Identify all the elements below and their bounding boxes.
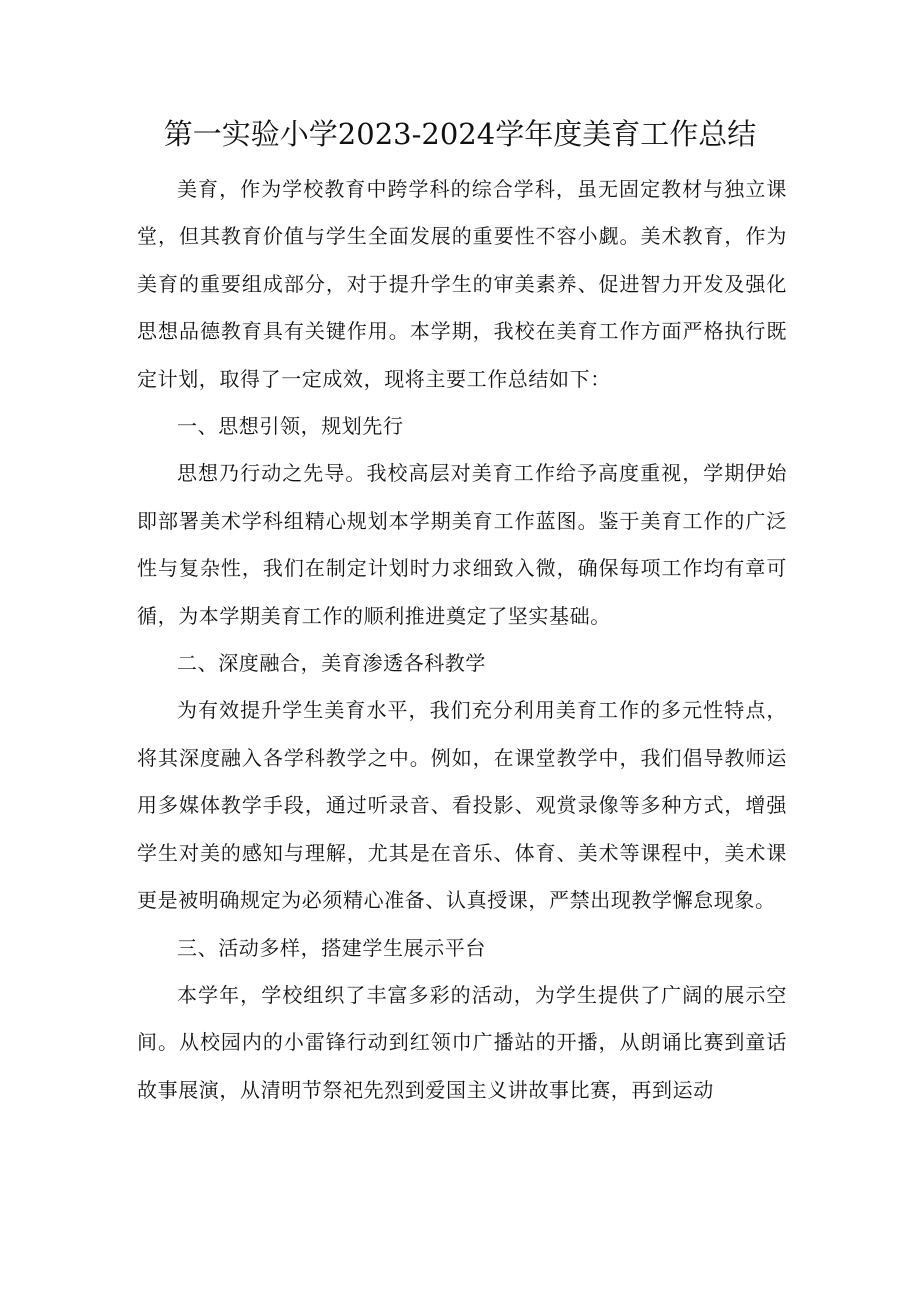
document-title: 第一实验小学2023-2024学年度美育工作总结 xyxy=(163,117,757,151)
section-3-paragraph: 本学年，学校组织了丰富多彩的活动，为学生提供了广阔的展示空间。从校园内的小雷锋行动到红领巾广播站的开播，从朗诵比赛到童话故事展演，从清明节祭祀先烈到爱国主义讲故事比赛，再到运动 xyxy=(137,982,787,1102)
section-heading-3: 三、活动多样，搭建学生展示平台 xyxy=(177,935,486,960)
section-1-paragraph: 思想乃行动之先导。我校高层对美育工作给予高度重视，学期伊始即部署美术学科组精心规划本学期美育工作蓝图。鉴于美育工作的广泛性与复杂性，我们在制定计划时力求细致入微，确保每项工作均有章可循，为本学期美育工作的顺利推进奠定了坚实基础。 xyxy=(137,461,787,628)
section-heading-1: 一、思想引领，规划先行 xyxy=(177,414,404,439)
section-heading-2: 二、深度融合，美育渗透各科教学 xyxy=(177,651,486,676)
intro-paragraph: 美育，作为学校教育中跨学科的综合学科，虽无固定教材与独立课堂，但其教育价值与学生全面发展的重要性不容小觑。美术教育，作为美育的重要组成部分，对于提升学生的审美素养、促进智力开发及强化思想品德教育具有关键作用。本学期，我校在美育工作方面严格执行既定计划，取得了一定成效，现将主要工作总结如下： xyxy=(137,177,787,391)
document-body xyxy=(137,166,787,1114)
section-2-paragraph: 为有效提升学生美育水平，我们充分利用美育工作的多元性特点，将其深度融入各学科教学之中。例如，在课堂教学中，我们倡导教师运用多媒体教学手段，通过听录音、看投影、观赏录像等多种方式，增强学生对美的感知与理解，尤其是在音乐、体育、美术等课程中，美术课更是被明确规定为必须精心准备、认真授课，严禁出现教学懈怠现象。 xyxy=(137,698,787,913)
